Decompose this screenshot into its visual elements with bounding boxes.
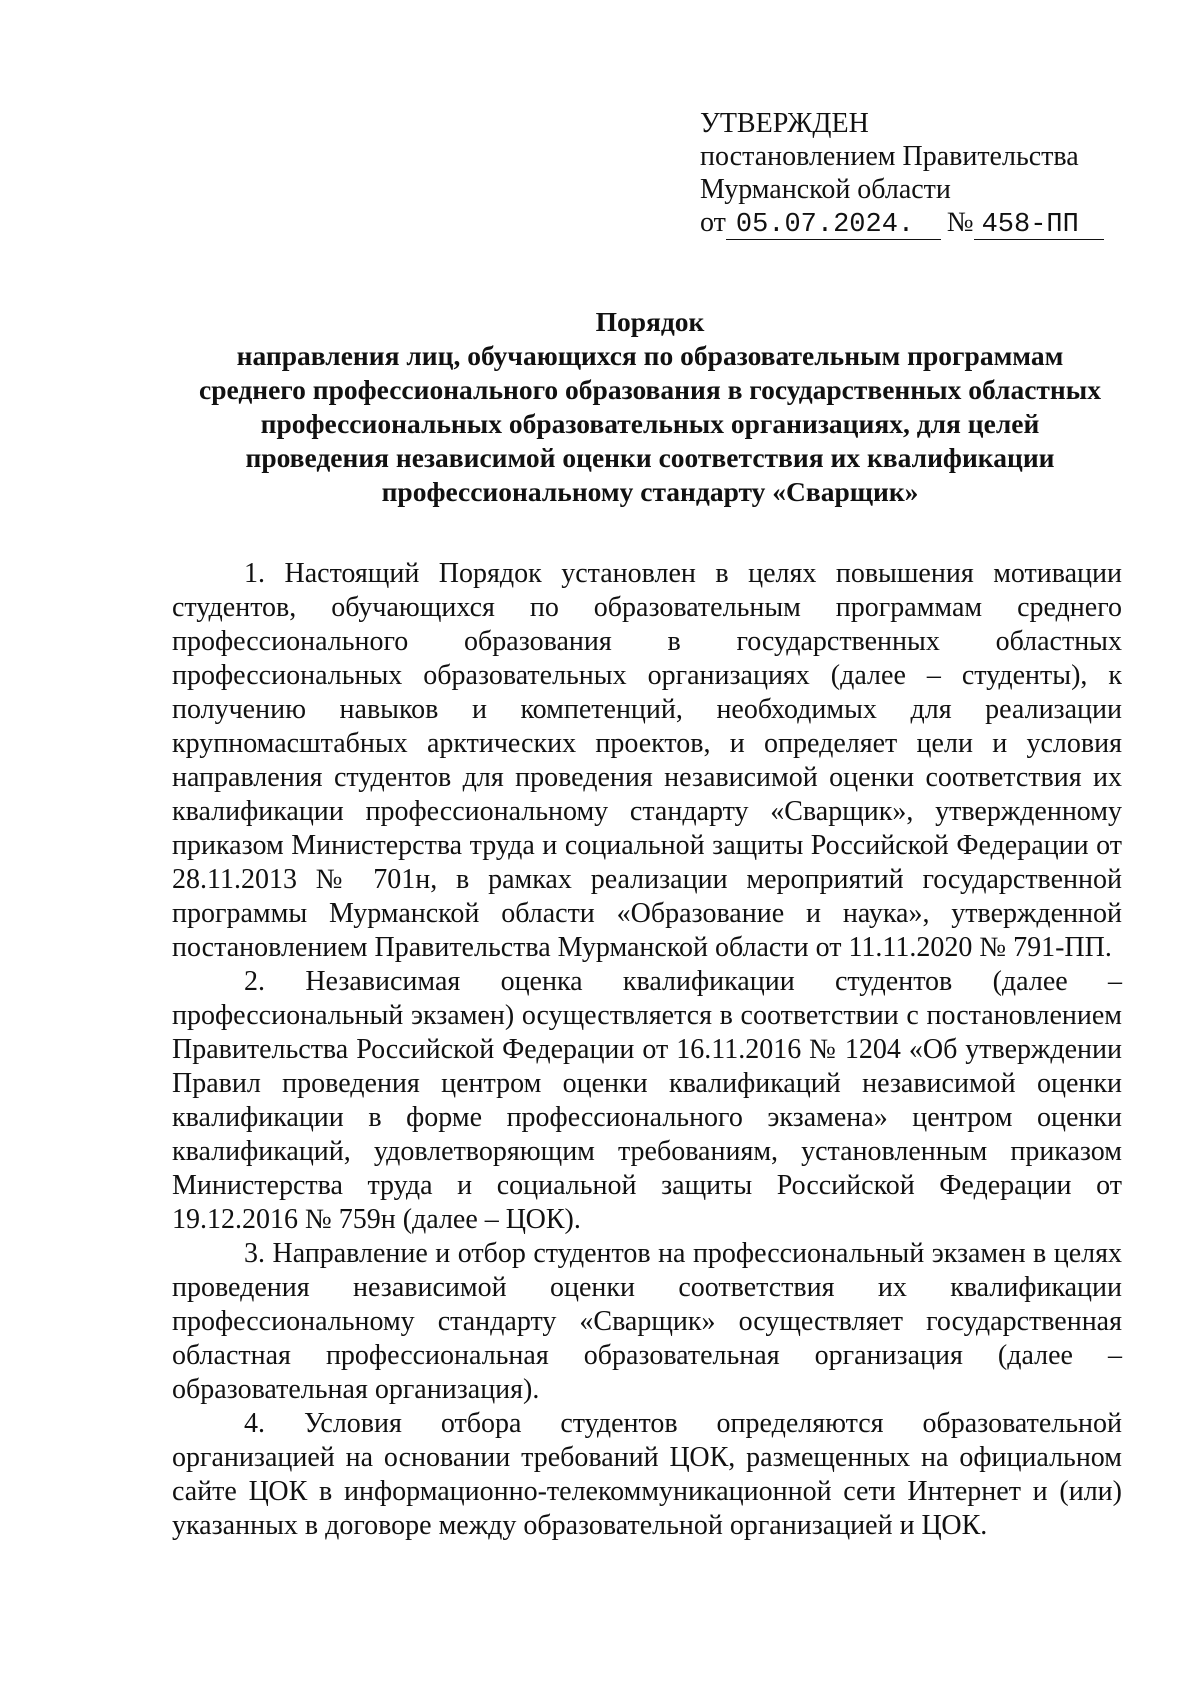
approval-date: 05.07.2024. — [726, 211, 941, 240]
approval-date-line — [700, 206, 1104, 240]
title-heading: Порядок — [595, 306, 705, 337]
document-body — [172, 557, 1122, 1543]
paragraph-3: 3. Направление и отбор студентов на профессиональный экзамен в целях проведения независимой оценки соответствия их квалификации профессиональному стандарту «Сварщик» осуществляет государственная областная профессиональная образовательная организация (далее – образовательная организация). — [172, 1238, 1122, 1405]
title-line: направления лиц, обучающихся по образовательным программам — [236, 340, 1064, 371]
paragraph-2: 2. Независимая оценка квалификации студентов (далее – профессиональный экзамен) осуществляется в соответствии с постановлением Правительства Российской Федерации от 16.11.2016 № 1204 «Об утверждении Правил проведения центром оценки квалификаций независимой оценки квалификации в форме профессионального экзамена» центром оценки квалификаций, удовлетворяющим требованиям, установленным приказом Министерства труда и социальной защиты Российской Федерации от 19.12.2016 № 759н (далее – ЦОК). — [172, 966, 1122, 1235]
paragraph-4: 4. Условия отбора студентов определяются образовательной организацией на основании требований ЦОК, размещенных на официальном сайте ЦОК в информационно-телекоммуникационной сети Интернет и (или) указанных в договоре между образовательной организацией и ЦОК. — [172, 1408, 1122, 1541]
approval-number: 458-ПП — [974, 211, 1104, 240]
title-line: среднего профессионального образования в государственных областных — [199, 374, 1101, 405]
paragraph-1: 1. Настоящий Порядок установлен в целях повышения мотивации студентов, обучающихся по образовательным программам среднего профессионального образования в государственных областных профессиональных образовательных организациях (далее – студенты), к получению навыков и компетенций, необходимых для реализации крупномасштабных арктических проектов, и определяет цели и условия направления студентов для проведения независимой оценки соответствия их квалификации профессиональному стандарту «Сварщик», утвержденному приказом Министерства труда и социальной защиты Российской Федерации от 28.11.2013 № 701н, в рамках реализации мероприятий государственной программы Мурманской области «Образование и наука», утвержденной постановлением Правительства Мурманской области от 11.11.2020 № 791-ПП. — [172, 558, 1122, 963]
title-line: профессиональному стандарту «Сварщик» — [381, 476, 919, 507]
number-label: № — [946, 207, 974, 238]
title-line: проведения независимой оценки соответствия их квалификации — [245, 442, 1055, 473]
approval-line-resolution: постановлением Правительства — [700, 141, 1079, 172]
approval-stamp-block — [700, 107, 1104, 240]
approval-status: УТВЕРЖДЕН — [700, 108, 869, 139]
date-prefix: от — [700, 207, 726, 238]
approval-line-region: Мурманской области — [700, 174, 951, 205]
document-title — [160, 305, 1140, 509]
title-line: профессиональных образовательных организациях, для целей — [260, 408, 1040, 439]
